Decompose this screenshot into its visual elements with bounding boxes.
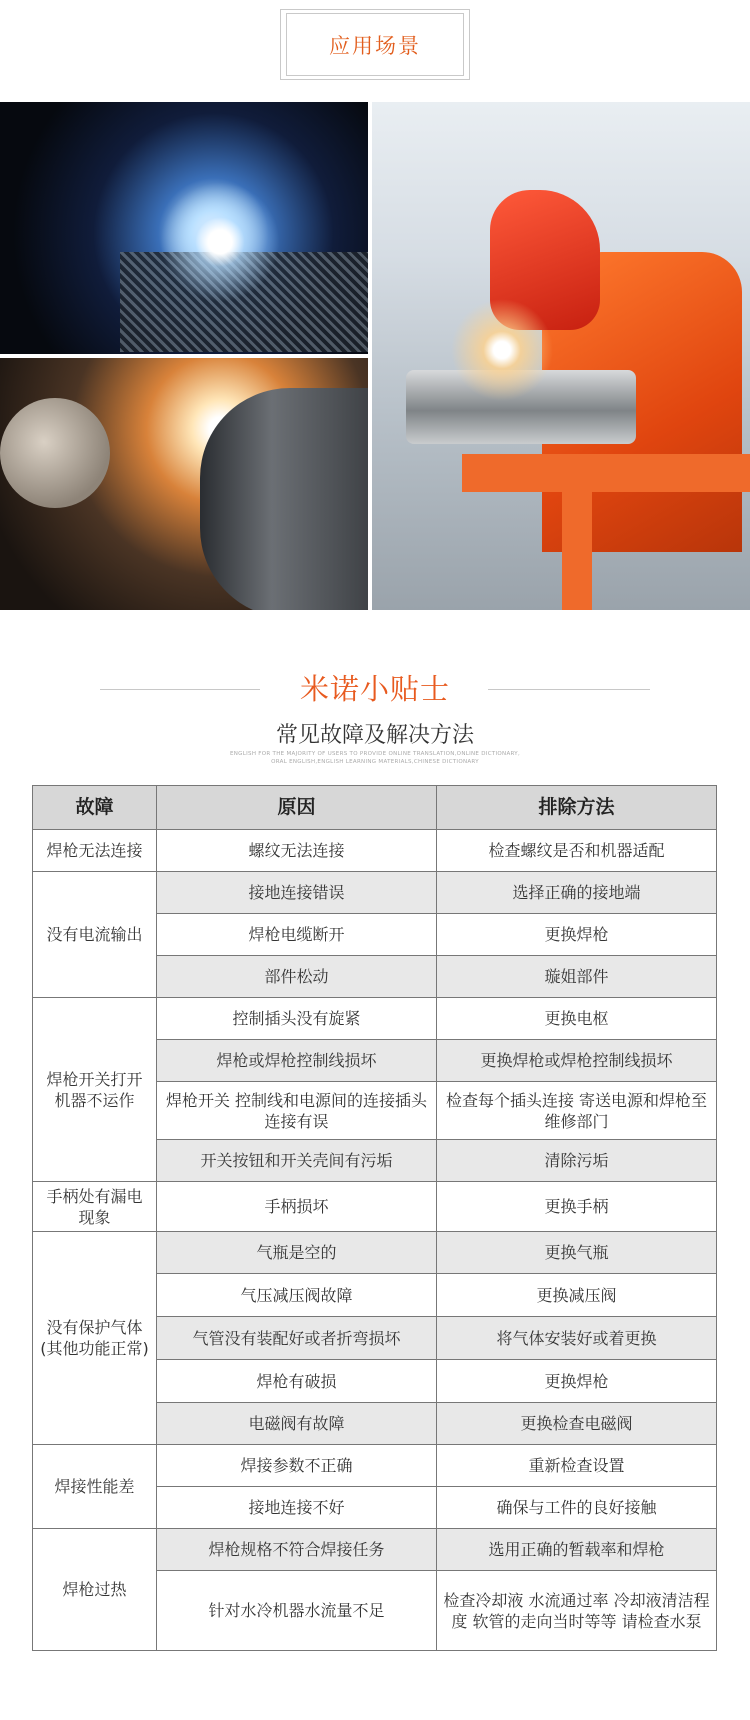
header-fault: 故障 (33, 786, 157, 830)
fault-cell: 焊枪无法连接 (33, 830, 157, 872)
fix-cell: 更换检查电磁阀 (437, 1403, 717, 1445)
header-fix: 排除方法 (437, 786, 717, 830)
cause-cell: 接地连接错误 (157, 872, 437, 914)
table-row (33, 830, 717, 872)
work-table-leg (562, 492, 592, 610)
tips-title: 米诺小贴士 (299, 672, 450, 706)
cause-cell: 手柄损坏 (157, 1182, 437, 1232)
fix-cell: 更换电枢 (437, 998, 717, 1040)
fault-cell: 焊枪开关打开机器不运作 (33, 998, 157, 1182)
fault-cell: 没有保护气体(其他功能正常) (33, 1232, 157, 1445)
fix-cell: 更换减压阀 (437, 1274, 717, 1317)
fix-cell: 确保与工件的良好接触 (437, 1487, 717, 1529)
section-title: 应用场景 (286, 13, 464, 76)
cause-cell: 螺纹无法连接 (157, 830, 437, 872)
cause-cell: 焊枪电缆断开 (157, 914, 437, 956)
cause-cell: 焊枪或焊枪控制线损坏 (157, 1040, 437, 1082)
cause-cell: 部件松动 (157, 956, 437, 998)
cause-cell: 控制插头没有旋紧 (157, 998, 437, 1040)
fix-cell: 检查冷却液 水流通过率 冷却液清洁程度 软管的走向当时等等 请检查水泵 (437, 1571, 717, 1651)
table-row (33, 1445, 717, 1487)
table-row (33, 872, 717, 914)
fix-cell: 选用正确的暂载率和焊枪 (437, 1529, 717, 1571)
fault-cell: 焊接性能差 (33, 1445, 157, 1529)
fix-cell: 选择正确的接地端 (437, 872, 717, 914)
fix-cell: 璇姐部件 (437, 956, 717, 998)
cause-cell: 焊接参数不正确 (157, 1445, 437, 1487)
fault-cell: 没有电流输出 (33, 872, 157, 998)
fix-cell: 更换手柄 (437, 1182, 717, 1232)
cause-cell: 针对水冷机器水流量不足 (157, 1571, 437, 1651)
fix-cell: 更换焊枪 (437, 914, 717, 956)
welding-photo-red-helmet (372, 102, 750, 610)
welding-photo-mesh (0, 102, 368, 354)
cause-cell: 焊枪开关 控制线和电源间的连接插头连接有误 (157, 1082, 437, 1140)
cause-cell: 电磁阀有故障 (157, 1403, 437, 1445)
welding-sparks (442, 290, 562, 410)
table-header-row (33, 786, 717, 830)
fix-cell: 更换气瓶 (437, 1232, 717, 1274)
fault-cell: 焊枪过热 (33, 1529, 157, 1651)
table-row (33, 998, 717, 1040)
fix-cell: 将气体安装好或着更换 (437, 1317, 717, 1360)
fix-cell: 检查螺纹是否和机器适配 (437, 830, 717, 872)
cause-cell: 气管没有装配好或者折弯损坏 (157, 1317, 437, 1360)
table-row (33, 1232, 717, 1274)
work-table (462, 454, 750, 492)
tips-english-line2: ORAL ENGLISH,ENGLISH LEARNING MATERIALS,CHINESE DICTIONARY (271, 759, 479, 765)
cause-cell: 接地连接不好 (157, 1487, 437, 1529)
cause-cell: 气压减压阀故障 (157, 1274, 437, 1317)
cause-cell: 开关按钮和开关壳间有污垢 (157, 1140, 437, 1182)
cause-cell: 焊枪有破损 (157, 1360, 437, 1403)
fix-cell: 更换焊枪或焊枪控制线损坏 (437, 1040, 717, 1082)
fix-cell: 重新检查设置 (437, 1445, 717, 1487)
tips-subtitle: 常见故障及解决方法 (275, 723, 474, 748)
fault-table (32, 785, 717, 1651)
fix-cell: 检查每个插头连接 寄送电源和焊枪至维修部门 (437, 1082, 717, 1140)
steel-pipe (200, 388, 368, 610)
fault-cell: 手柄处有漏电现象 (33, 1182, 157, 1232)
table-row (33, 1529, 717, 1571)
welding-arc (150, 172, 290, 312)
tips-english-line1: ENGLISH FOR THE MAJORITY OF USERS TO PROVIDE ONLINE TRANSLATION,ONLINE DICTIONARY, (229, 751, 521, 757)
fix-cell: 更换焊枪 (437, 1360, 717, 1403)
welding-photo-pipe (0, 358, 368, 610)
fix-cell: 清除污垢 (437, 1140, 717, 1182)
table-row (33, 1182, 717, 1232)
cause-cell: 焊枪规格不符合焊接任务 (157, 1529, 437, 1571)
cause-cell: 气瓶是空的 (157, 1232, 437, 1274)
welder-helmet (0, 398, 110, 508)
header-cause: 原因 (157, 786, 437, 830)
